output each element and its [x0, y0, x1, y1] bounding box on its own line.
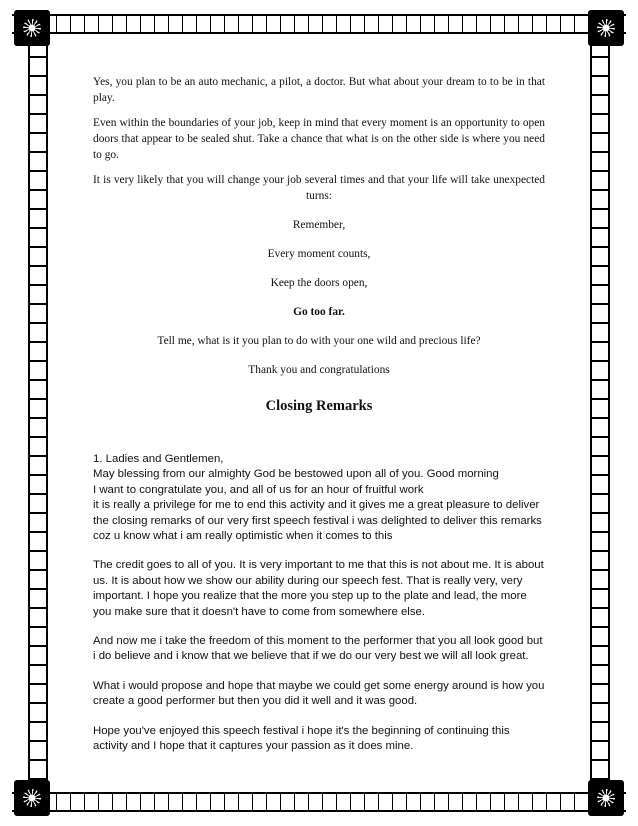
text-line: I want to congratulate you, and all of us for an hour of fruitful work — [93, 483, 424, 496]
speech-line: Tell me, what is it you plan to do with your one wild and precious life? — [157, 335, 481, 347]
speech-section — [93, 74, 545, 378]
border-left — [28, 34, 48, 792]
paragraph: Hope you've enjoyed this speech festival i hope it's the beginning of continuing this activity and I hope that it captures your passion as it does mine. — [93, 724, 510, 753]
border-top — [12, 14, 626, 34]
paragraph: What i would propose and hope that maybe we could get some energy around is how you create a good performer but then you did it well and it was good. — [93, 679, 545, 708]
speech-line: Thank you and congratulations — [248, 364, 390, 376]
paragraph: it is really a privilege for me to end this activity and it gives me a great pleasure to deliver the closing remarks of our very first speech festival i was delighted to deliver this remarks coz u know what i am really optimistic when it comes to this — [93, 499, 542, 543]
paragraph: It is very likely that you will change your job several times and that your life will take unexpected turns: — [93, 174, 545, 202]
list-item-label: 1. Ladies and Gentlemen, — [93, 453, 224, 465]
text-line: May blessing from our almighty God be bestowed upon all of you. Good morning — [93, 468, 499, 481]
corner-ornament-icon — [14, 10, 50, 46]
section-heading: Closing Remarks — [265, 398, 373, 414]
border-right — [590, 34, 610, 792]
border-bottom — [12, 792, 626, 812]
speech-line: Remember, — [292, 219, 346, 231]
speech-line: Every moment counts, — [267, 248, 371, 260]
paragraph: Yes, you plan to be an auto mechanic, a pilot, a doctor. But what about your dream to to be in that play. — [93, 76, 545, 104]
speech-line-emphasis: Go too far. — [293, 306, 345, 318]
closing-remarks-section — [93, 452, 545, 755]
paragraph: And now me i take the freedom of this moment to the performer that you all look good but i do believe and i know that we believe that if we do our very best we will all look great. — [93, 635, 543, 663]
corner-ornament-icon — [588, 780, 624, 816]
speech-line: Keep the doors open, — [270, 277, 368, 289]
corner-ornament-icon — [588, 10, 624, 46]
paragraph: The credit goes to all of you. It is very important to me that this is not about me. It is about us. It is about how we show our ability during our speech fest. That is really very, very important. I hope you realize that the more you step up to the plate and lead, the more you make sure that it doesn't have to come from somewhere else. — [93, 559, 544, 618]
corner-ornament-icon — [14, 780, 50, 816]
paragraph: Even within the boundaries of your job, keep in mind that every moment is an opportunity to open doors that appear to be sealed shut. Take a chance that what is on the other side is where you need to go. — [93, 117, 545, 161]
